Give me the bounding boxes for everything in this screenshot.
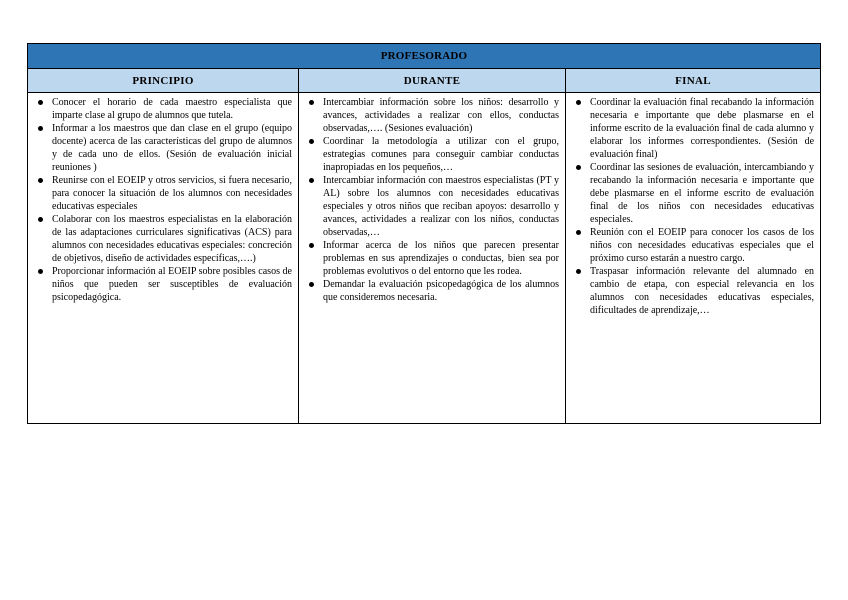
column-cell-durante — [299, 93, 566, 424]
column-cell-final — [566, 93, 821, 424]
bullet-list-durante — [305, 96, 559, 304]
column-header-row — [28, 69, 821, 93]
list-item: Intercambiar información con maestros especialistas (PT y AL) sobre los alumnos con necesidades educativas especiales y otros niños que reciban apoyos: desarrollo y avances, actividades a realizar con los niños, conductas observadas,… — [323, 175, 559, 238]
list-item: Demandar la evaluación psicopedagógica de los alumnos que consideremos necesaria. — [323, 279, 559, 303]
table-body-row — [28, 93, 821, 424]
list-item: Colaborar con los maestros especialistas en la elaboración de las adaptaciones curriculares significativas (ACS) para alumnos con necesidades educativas especiales: concreción de objetivos, diseño de actividades específicas,….) — [52, 214, 292, 264]
list-item: Reunirse con el EOEIP y otros servicios, si fuera necesario, para conocer la situación de los alumnos con necesidades educativas especiales — [52, 175, 292, 212]
list-item: Intercambiar información sobre los niños: desarrollo y avances, actividades a realizar con ellos, conductas observadas,…. (Sesiones evaluación) — [323, 97, 559, 134]
list-item: Proporcionar información al EOEIP sobre posibles casos de niños que pueden ser susceptibles de evaluación psicopedagógica. — [52, 266, 292, 303]
bullet-list-final — [572, 96, 814, 317]
list-item: Traspasar información relevante del alumnado en cambio de etapa, con especial relevancia en los alumnos con necesidades educativas especiales, dificultades de aprendizaje,… — [590, 266, 815, 316]
bullet-list-principio — [34, 96, 292, 304]
list-item: Informar acerca de los niños que parecen presentar problemas en sus aprendizajes o conductas, bien sea por problemas evolutivos o del entorno que les rodea. — [323, 240, 559, 277]
list-item: Coordinar la metodología a utilizar con el grupo, estrategias comunes para conseguir cambiar conductas inapropiadas en los pequeños,… — [323, 136, 559, 173]
list-item: Conocer el horario de cada maestro especialista que imparte clase al grupo de alumnos que tutela. — [52, 97, 292, 121]
column-cell-principio — [28, 93, 299, 424]
table-title-row — [28, 44, 821, 69]
list-item: Coordinar las sesiones de evaluación, intercambiando y recabando la información necesaria e importante que debe plasmarse en el informe escrito de evaluación final de los niños con necesidades educativas especiales. — [590, 162, 815, 225]
column-header-final: FINAL — [566, 69, 821, 93]
table-title: PROFESORADO — [28, 44, 821, 69]
profesorado-table — [27, 43, 821, 424]
column-header-principio: PRINCIPIO — [28, 69, 299, 93]
column-header-durante: DURANTE — [299, 69, 566, 93]
list-item: Informar a los maestros que dan clase en el grupo (equipo docente) acerca de las características del grupo de alumnos y de cada uno de ellos. (Sesión de evaluación inicial reuniones ) — [52, 123, 292, 173]
list-item: Reunión con el EOEIP para conocer los casos de los niños con necesidades educativas especiales que el próximo curso estarán a nuestro cargo. — [590, 227, 815, 264]
list-item: Coordinar la evaluación final recabando la información necesaria e importante que debe plasmarse en el informe escrito de la evaluación final de cada alumno y elaborar los informes correspondientes. (Sesión de evaluación final) — [590, 97, 815, 160]
